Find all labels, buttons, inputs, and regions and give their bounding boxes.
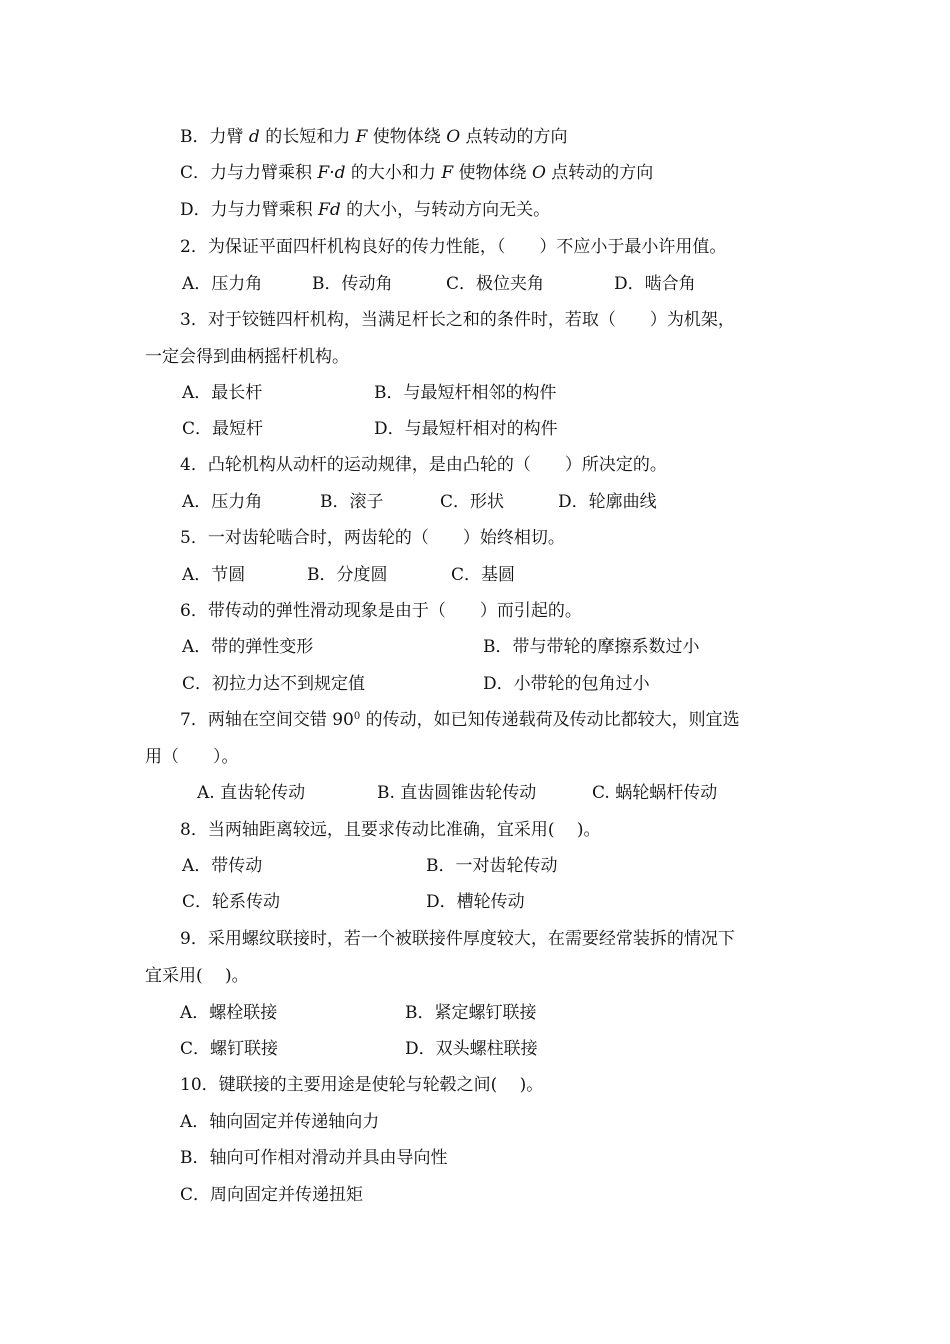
- option-text: B．力臂 d 的长短和力 F 使物体绕 O 点转动的方向: [180, 127, 568, 147]
- q3-option-b: B．与最短杆相邻的构件: [374, 383, 557, 403]
- q6-option-d: D．小带轮的包角过小: [483, 674, 650, 694]
- q4-option-d: D．轮廓曲线: [558, 492, 657, 512]
- q9-option-d: D．双头螺柱联接: [405, 1039, 538, 1059]
- q10-stem: 10．键联接的主要用途是使轮与轮毂之间( )。: [180, 1075, 544, 1095]
- q10-option-c: C．周向固定并传递扭矩: [180, 1185, 364, 1205]
- q9-option-a: A．螺栓联接: [180, 1003, 278, 1023]
- option-text: D．力与力臂乘积 Fd 的大小，与转动方向无关。: [180, 200, 551, 220]
- q3-option-a: A．最长杆: [182, 383, 263, 403]
- q1-option-c: [0, 158, 950, 188]
- q2-option-c: C．极位夹角: [446, 274, 545, 294]
- q2-options: [0, 269, 950, 299]
- q4-options: [0, 487, 950, 517]
- q8-option-a: A．带传动: [182, 856, 263, 876]
- q5-options: [0, 560, 950, 590]
- q8-option-b: B．一对齿轮传动: [426, 856, 558, 876]
- q2-stem: 2．为保证平面四杆机构良好的传力性能，（ ）不应小于最小许用值。: [180, 237, 727, 257]
- q1-option-d: [0, 195, 950, 225]
- q5-stem: 5．一对齿轮啮合时，两齿轮的（ ）始终相切。: [180, 528, 565, 548]
- q4-option-b: B．滚子: [320, 492, 384, 512]
- q9-option-c: C．螺钉联接: [180, 1039, 279, 1059]
- q6-option-c: C．初拉力达不到规定值: [182, 674, 366, 694]
- q3-options-row1: [0, 378, 950, 408]
- q7-options: [0, 778, 950, 808]
- q8-option-d: D．槽轮传动: [426, 892, 525, 912]
- q3-options-row2: [0, 414, 950, 444]
- q2-option-b: B．传动角: [312, 274, 393, 294]
- q6-option-a: A．带的弹性变形: [182, 637, 314, 657]
- q9-option-b: B．紧定螺钉联接: [405, 1003, 537, 1023]
- q2-option-a: A．压力角: [182, 274, 263, 294]
- q9-options-row2: [0, 1034, 950, 1064]
- q4-stem: 4．凸轮机构从动杆的运动规律，是由凸轮的（ ）所决定的。: [180, 455, 667, 475]
- q3-stem-line1: 3．对于铰链四杆机构，当满足杆长之和的条件时，若取（ ）为机架，: [180, 310, 735, 330]
- q7-option-a: A. 直齿轮传动: [197, 783, 306, 803]
- option-text: C．力与力臂乘积 F·d 的大小和力 F 使物体绕 O 点转动的方向: [180, 163, 654, 183]
- q10-option-b: B．轴向可作相对滑动并具由导向性: [180, 1148, 448, 1168]
- q6-stem: 6．带传动的弹性滑动现象是由于（ ）而引起的。: [180, 601, 582, 621]
- q5-option-a: A．节圆: [182, 565, 246, 585]
- q5-option-b: B．分度圆: [307, 565, 388, 585]
- q6-options-row1: [0, 632, 950, 662]
- q9-options-row1: [0, 998, 950, 1028]
- q8-options-row1: [0, 851, 950, 881]
- q3-option-d: D．与最短杆相对的构件: [374, 419, 558, 439]
- q9-stem-line2: 宜采用( )。: [145, 966, 249, 986]
- q5-option-c: C．基圆: [451, 565, 516, 585]
- q9-stem-line1: 9．采用螺纹联接时，若一个被联接件厚度较大，在需要经常装拆的情况下: [180, 929, 735, 949]
- q7-option-c: C. 蜗轮蜗杆传动: [592, 783, 718, 803]
- q3-option-c: C．最短杆: [182, 419, 264, 439]
- q6-option-b: B．带与带轮的摩擦系数过小: [483, 637, 700, 657]
- q3-stem-line2: 一定会得到曲柄摇杆机构。: [145, 347, 349, 367]
- q10-option-a: A．轴向固定并传递轴向力: [180, 1112, 380, 1132]
- q4-option-a: A．压力角: [182, 492, 263, 512]
- q8-option-c: C．轮系传动: [182, 892, 281, 912]
- q7-option-b: B. 直齿圆锥齿轮传动: [377, 783, 537, 803]
- q7-stem-line2: 用（ ）。: [145, 747, 239, 767]
- q8-stem: 8．当两轴距离较远，且要求传动比准确，宜采用( )。: [180, 820, 601, 840]
- q6-options-row2: [0, 669, 950, 699]
- q2-option-d: D．啮合角: [614, 274, 696, 294]
- q1-option-b: [0, 122, 950, 152]
- q7-stem-line1: 7．两轴在空间交错 $90^0$ 的传动，如已知传递载荷及传动比都较大，则宜选: [180, 710, 740, 730]
- q4-option-c: C．形状: [440, 492, 505, 512]
- q8-options-row2: [0, 887, 950, 917]
